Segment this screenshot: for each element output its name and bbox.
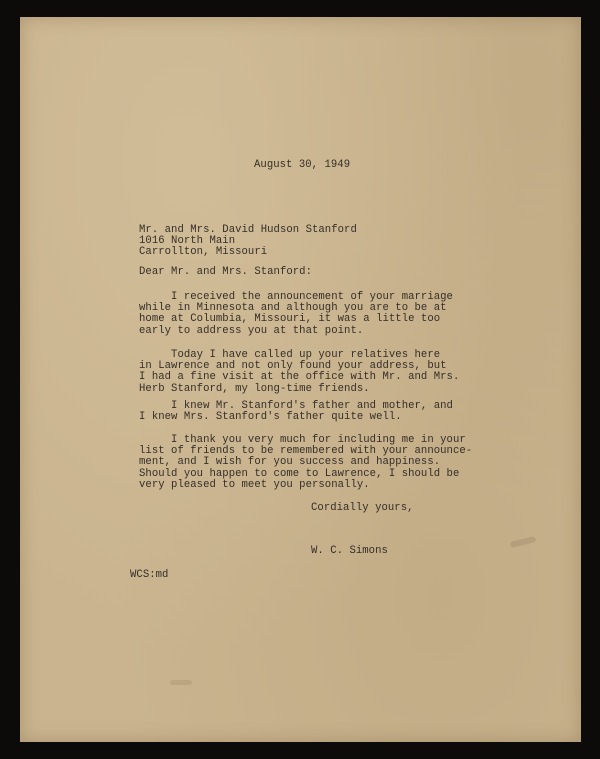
recipient-street: 1016 North Main [139, 235, 236, 248]
recipient-city: Carrollton, Missouri [139, 246, 268, 259]
body-paragraph-3: I knew Mr. Stanford's father and mother, and I knew Mrs. Stanford's father quite well. [139, 400, 453, 424]
ink-smudge [510, 536, 537, 548]
recipient-name: Mr. and Mrs. David Hudson Stanford [139, 224, 357, 236]
closing: Cordially yours, [311, 502, 414, 514]
letter-date: August 30, 1949 [254, 159, 351, 171]
recipient-address [139, 225, 357, 259]
letter-page [20, 17, 581, 742]
body-paragraph-1: I received the announcement of your marriage while in Minnesota and although you are to be at home at Columbia, Missouri, it was a little too early to address you at that point. [139, 291, 453, 337]
ink-smudge [170, 680, 192, 685]
body-paragraph-4: I thank you very much for including me in your list of friends to be remembered with your announce- ment, and I wish for you success and happiness. Should you happen to come to Lawrence, I should be very pleased to meet you personally. [139, 434, 473, 491]
reference-initials: WCS:md [130, 569, 169, 581]
signature-name: W. C. Simons [311, 545, 388, 557]
body-paragraph-2: Today I have called up your relatives here in Lawrence and not only found your address, but I had a fine visit at the office with Mr. and Mrs. Herb Stanford, my long-time friends. [139, 349, 460, 395]
salutation: Dear Mr. and Mrs. Stanford: [139, 266, 312, 278]
